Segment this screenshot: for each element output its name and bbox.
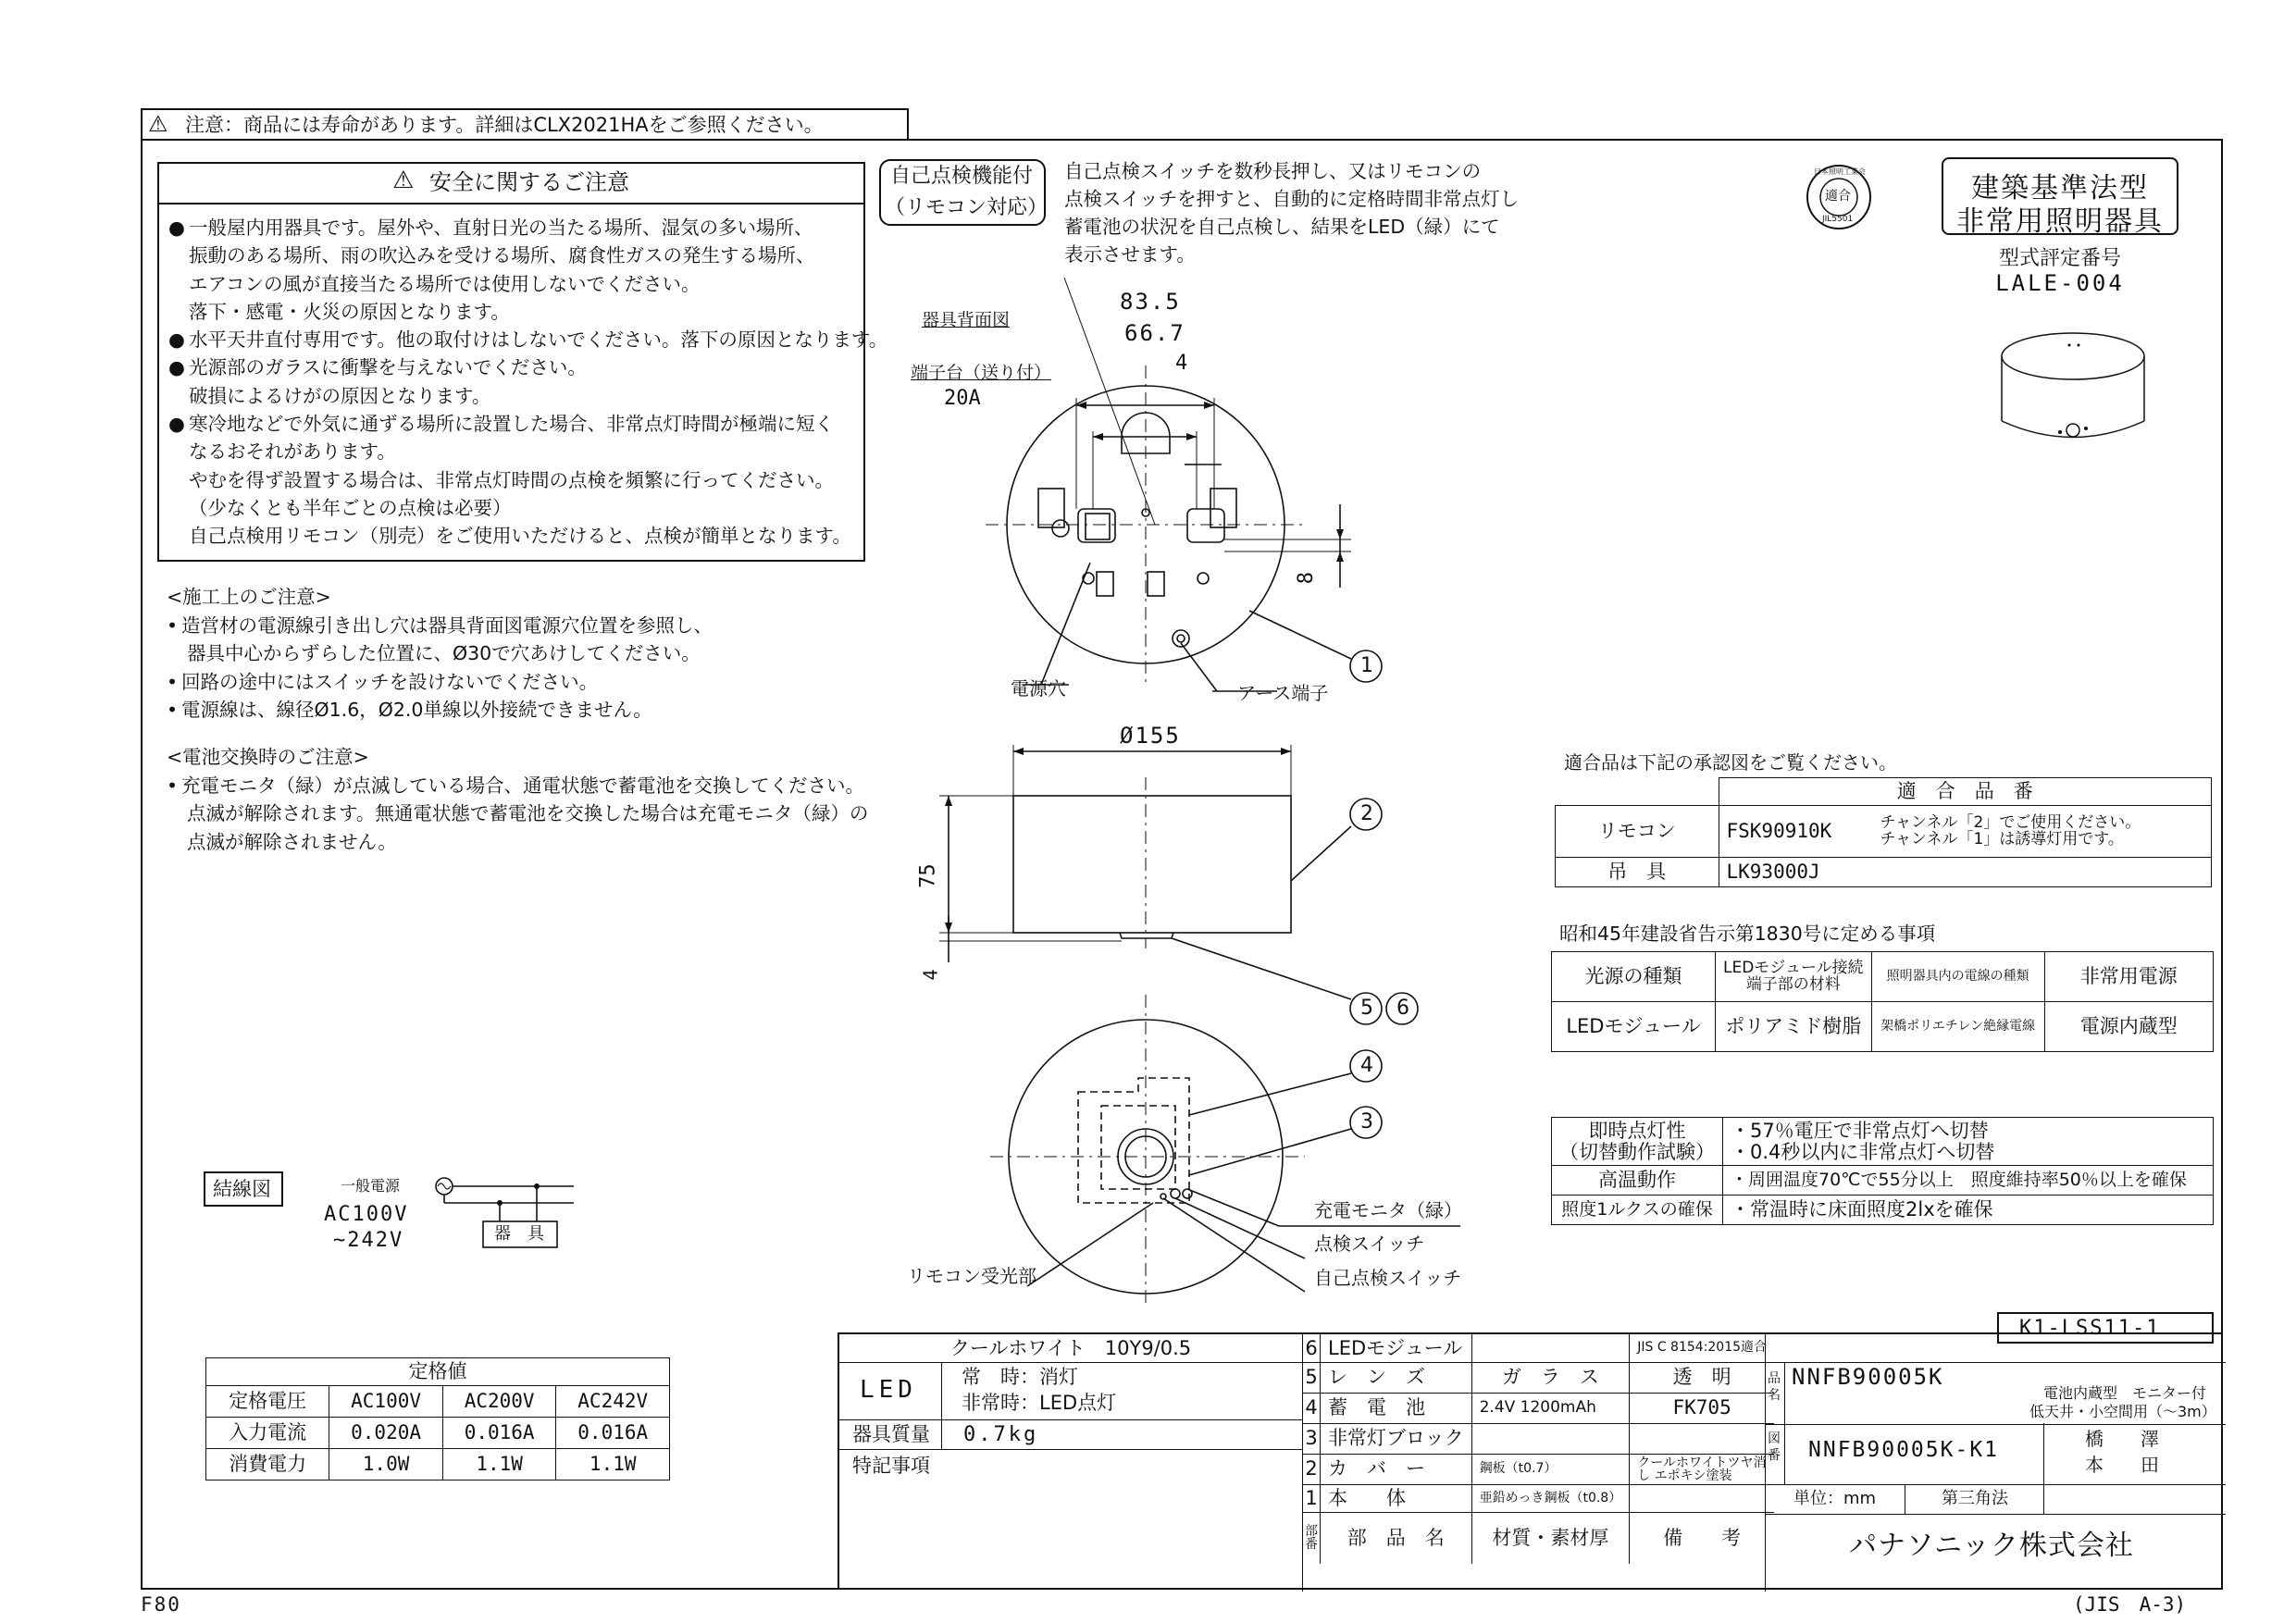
top-warning-text: 注意：商品には寿命があります。詳細はCLX2021HAをご参照ください。 bbox=[185, 114, 824, 136]
technical-drawing bbox=[879, 278, 1508, 1314]
self-check-line: 自己点検スイッチを数秒長押し、又はリモコンの bbox=[1064, 160, 1482, 182]
table-row bbox=[1552, 952, 2214, 1002]
table-row bbox=[206, 1418, 670, 1449]
seal-center: 適合 bbox=[1825, 189, 1851, 204]
construction-line: • 電源線は、線径Ø1.6，Ø2.0単線以外接続できません。 bbox=[167, 696, 713, 725]
showa-header: 照明器具内の電線の種類 bbox=[1871, 952, 2044, 1002]
spec-value bbox=[1723, 1118, 2214, 1166]
earth-terminal-label: アース端子 bbox=[1237, 682, 1329, 704]
mass-row bbox=[839, 1419, 1302, 1450]
self-check-badge-line1: 自己点検機能付 bbox=[890, 165, 1034, 188]
construction-line: • 造営材の電源線引き出し穴は器具背面図電源穴位置を参照し、 bbox=[167, 612, 713, 640]
self-check-switch-label: 自己点検スイッチ bbox=[1314, 1267, 1462, 1289]
safety-line: 破損によるけがの原因となります。 bbox=[189, 384, 491, 407]
part-name: カ バ ー bbox=[1321, 1454, 1472, 1484]
dim-8: 8 bbox=[1294, 572, 1318, 585]
ratings-cell: 1.1W bbox=[556, 1449, 670, 1481]
check-switch-label: 点検スイッチ bbox=[1314, 1233, 1425, 1255]
compat-note bbox=[1873, 806, 2212, 858]
power-hole-label: 電源穴 bbox=[1011, 677, 1066, 700]
showa-value: ポリアミド樹脂 bbox=[1716, 1002, 1872, 1052]
back-view-label: 器具背面図 bbox=[922, 310, 1011, 330]
part-material: 鋼板（t0.7） bbox=[1471, 1454, 1630, 1484]
terminal-amp: 20A bbox=[944, 387, 981, 410]
compat-value: FSK90910K bbox=[1719, 806, 1873, 858]
table-row bbox=[1552, 1166, 2214, 1196]
safety-title: 安全に関するご注意 bbox=[429, 169, 629, 195]
dim-83-5: 83.5 bbox=[1120, 289, 1181, 315]
projection-label: 第三角法 bbox=[1942, 1489, 2008, 1508]
construction-notes bbox=[167, 583, 713, 725]
notes-label: 特記事項 bbox=[852, 1455, 930, 1477]
hinmei-value: NNFB90005K bbox=[1792, 1364, 1944, 1390]
battery-title: <電池交換時のご注意> bbox=[167, 746, 369, 768]
part-name: 蓄 電 池 bbox=[1321, 1393, 1472, 1423]
product-desc-2: 低天井・小空間用（～3m） bbox=[2029, 1403, 2216, 1420]
wiring-label-box bbox=[204, 1171, 283, 1207]
top-warning-box bbox=[141, 108, 909, 141]
part-no: 3 bbox=[1303, 1423, 1321, 1454]
compat-value: LK93000J bbox=[1719, 858, 2212, 887]
compat-note-line: チャンネル「1」は誘導灯用です。 bbox=[1880, 829, 2124, 849]
signature-1: 橋 澤 bbox=[2085, 1428, 2159, 1450]
construction-line: 器具中心からずらした位置に、Ø30で穴あけしてください。 bbox=[187, 642, 701, 664]
table-row bbox=[1556, 806, 2212, 858]
part-no: 2 bbox=[1303, 1454, 1321, 1484]
callout-4: 4 bbox=[1360, 1054, 1373, 1077]
safety-line: 自己点検用リモコン（別売）をご使用いただけると、点検が簡単となります。 bbox=[189, 525, 851, 548]
ratings-cell: 0.016A bbox=[556, 1418, 670, 1449]
product-sketch bbox=[1999, 328, 2147, 449]
zuban-value: NNFB90005K-K1 bbox=[1808, 1438, 2000, 1462]
self-check-line: 蓄電池の状況を自己点検し、結果をLED（緑）にて bbox=[1064, 216, 1500, 238]
compat-intro: 適合品は下記の承認図をご覧ください。 bbox=[1564, 751, 1897, 774]
table-row bbox=[1303, 1484, 1774, 1512]
part-material bbox=[1471, 1423, 1630, 1454]
part-remark: FK705 bbox=[1630, 1393, 1774, 1423]
spec-value: ・常温時に床面照度2lxを確保 bbox=[1723, 1196, 2214, 1225]
wiring-source: 一般電源 bbox=[341, 1177, 401, 1195]
construction-line: • 回路の途中にはスイッチを設けないでください。 bbox=[167, 668, 713, 697]
dim-height-75: 75 bbox=[916, 863, 940, 888]
legal-type-line1: 建築基準法型 bbox=[1971, 172, 2149, 204]
compat-header: 適 合 品 番 bbox=[1719, 778, 2212, 806]
warning-icon: ⚠ bbox=[148, 111, 168, 137]
footer-left: F80 bbox=[141, 1593, 181, 1616]
callout-1: 1 bbox=[1360, 654, 1373, 677]
callout-5: 5 bbox=[1360, 997, 1373, 1020]
wiring-fixture: 器 具 bbox=[494, 1224, 544, 1244]
self-check-text bbox=[1064, 157, 1519, 268]
part-no: 6 bbox=[1303, 1334, 1321, 1362]
part-remark: 透 明 bbox=[1630, 1362, 1774, 1393]
dim-4: 4 bbox=[1175, 352, 1188, 375]
spec-key: 照度1ルクスの確保 bbox=[1552, 1196, 1723, 1225]
safety-box bbox=[157, 162, 888, 562]
showa-header-terminal bbox=[1716, 952, 1872, 1002]
spec-value-line: ・0.4秒以内に非常点灯へ切替 bbox=[1731, 1140, 1995, 1163]
table-row bbox=[1303, 1454, 1774, 1484]
parts-list bbox=[1302, 1334, 1766, 1592]
part-material bbox=[1471, 1334, 1630, 1362]
safety-line: やむを得ず設置する場合は、非常点灯時間の点検を頻繁に行ってください。 bbox=[189, 468, 834, 491]
battery-notes bbox=[167, 743, 868, 856]
unit-label: 単位：mm bbox=[1793, 1489, 1877, 1508]
safety-line: ● 一般屋内用器具です。屋外や、直射日光の当たる場所、湿気の多い場所、 bbox=[168, 214, 887, 242]
zuban-label: 図番 bbox=[1768, 1431, 1781, 1464]
ratings-cell: 1.0W bbox=[329, 1449, 443, 1481]
safety-title-row bbox=[159, 164, 863, 204]
legal-type-box bbox=[1942, 157, 2178, 238]
part-no: 1 bbox=[1303, 1484, 1321, 1512]
spec-key-line: （切替動作試験） bbox=[1559, 1140, 1715, 1163]
table-row bbox=[1303, 1393, 1774, 1423]
spec-key-line: 即時点灯性 bbox=[1588, 1120, 1686, 1143]
seal-top: 日本照明工業会 bbox=[1814, 167, 1866, 176]
ratings-cell: 1.1W bbox=[442, 1449, 556, 1481]
product-desc-1: 電池内蔵型 モニター付 bbox=[2043, 1384, 2207, 1402]
col-no: 部番 bbox=[1303, 1512, 1321, 1564]
ratings-header: AC200V bbox=[442, 1386, 556, 1418]
ratings-header: AC242V bbox=[556, 1386, 670, 1418]
table-row bbox=[1303, 1362, 1774, 1393]
spec-key bbox=[1552, 1118, 1723, 1166]
signature-2: 本 田 bbox=[2085, 1454, 2159, 1476]
wiring-label: 結線図 bbox=[213, 1178, 271, 1200]
footer-right: (JIS A-3) bbox=[2073, 1593, 2187, 1616]
rating-no-label: 型式評定番号 bbox=[1998, 247, 2121, 270]
seal-bottom: JIL5501 bbox=[1822, 215, 1854, 224]
showa-header: 光源の種類 bbox=[1552, 952, 1716, 1002]
showa-table bbox=[1551, 951, 2214, 1052]
rating-no-value: LALE-004 bbox=[1995, 270, 2125, 296]
wiring-voltage-2: ~242V bbox=[333, 1229, 404, 1252]
table-row bbox=[1303, 1334, 1774, 1362]
warning-icon: ⚠ bbox=[392, 167, 415, 194]
safety-line: ● 水平天井直付専用です。他の取付けはしないでください。落下の原因となります。 bbox=[168, 326, 887, 353]
compat-name: 吊 具 bbox=[1556, 858, 1719, 887]
table-row bbox=[1303, 1423, 1774, 1454]
callout-6: 6 bbox=[1396, 997, 1409, 1020]
hinmei-label: 品名 bbox=[1768, 1371, 1781, 1404]
battery-line: 点滅が解除されません。 bbox=[187, 830, 397, 853]
title-block bbox=[838, 1332, 2223, 1590]
normal-mode: 常 時：消灯 bbox=[962, 1366, 1078, 1388]
safety-line: なるおそれがあります。 bbox=[189, 440, 396, 464]
construction-title: <施工上のご注意> bbox=[167, 586, 331, 608]
part-name: 本 体 bbox=[1321, 1484, 1472, 1512]
ratings-table bbox=[205, 1357, 670, 1481]
dim-height-4: 4 bbox=[919, 969, 942, 981]
part-material: ガ ラ ス bbox=[1471, 1362, 1630, 1393]
table-row bbox=[1552, 1118, 2214, 1166]
part-remark: クールホワイトツヤ消し エポキシ塗装 bbox=[1630, 1454, 1774, 1484]
product-info bbox=[1765, 1334, 2226, 1592]
showa-header: 非常用電源 bbox=[2044, 952, 2213, 1002]
dim-diameter: Ø155 bbox=[1120, 723, 1181, 749]
safety-items bbox=[168, 214, 887, 551]
safety-line: （少なくとも半年ごとの点検は必要） bbox=[189, 496, 512, 519]
callout-2: 2 bbox=[1360, 802, 1373, 825]
self-check-line: 表示させます。 bbox=[1064, 243, 1196, 266]
spec-value-line: ・57％電圧で非常点灯へ切替 bbox=[1731, 1120, 1989, 1143]
charge-monitor-label: 充電モニタ（緑） bbox=[1314, 1199, 1462, 1221]
parts-table bbox=[1303, 1334, 1774, 1564]
battery-line: • 充電モニタ（緑）が点滅している場合、通電状態で蓄電池を交換してください。 bbox=[167, 772, 868, 800]
table-row bbox=[206, 1386, 670, 1418]
terminal-label: 端子台（送り付） bbox=[911, 363, 1052, 383]
spec-value: ・周囲温度70℃で55分以上 照度維持率50％以上を確保 bbox=[1723, 1166, 2214, 1196]
safety-line: 振動のある場所、雨の吹込みを受ける場所、腐食性ガスの発生する場所、 bbox=[189, 244, 815, 267]
compat-table bbox=[1555, 777, 2212, 887]
remote-receiver-label: リモコン受光部 bbox=[907, 1265, 1036, 1287]
part-name: LEDモジュール bbox=[1321, 1334, 1472, 1362]
table-row bbox=[1303, 1512, 1774, 1564]
col-material: 材質・素材厚 bbox=[1471, 1512, 1630, 1564]
self-check-badge-line2: （リモコン対応） bbox=[885, 196, 1049, 219]
col-remark: 備 考 bbox=[1630, 1512, 1774, 1564]
part-material: 2.4V 1200mAh bbox=[1471, 1393, 1630, 1423]
ratings-cell: 0.016A bbox=[442, 1418, 556, 1449]
safety-line: ● 光源部のガラスに衝撃を与えないでください。 bbox=[168, 353, 887, 381]
part-no: 4 bbox=[1303, 1393, 1321, 1423]
part-material: 亜鉛めっき鋼板（t0.8） bbox=[1471, 1484, 1630, 1512]
certification-seal bbox=[1805, 163, 1873, 231]
ratings-cell: 消費電力 bbox=[206, 1449, 329, 1481]
part-name: レ ン ズ bbox=[1321, 1362, 1472, 1393]
ratings-header: AC100V bbox=[329, 1386, 443, 1418]
safety-line: 落下・感電・火災の原因となります。 bbox=[189, 300, 510, 323]
table-row bbox=[206, 1449, 670, 1481]
battery-line: 点滅が解除されます。無通電状態で蓄電池を交換した場合は充電モニタ（緑）の bbox=[187, 802, 869, 824]
showa-value: 架橋ポリエチレン絶縁電線 bbox=[1871, 1002, 2044, 1052]
compat-name: リモコン bbox=[1556, 806, 1719, 858]
doc-code: K1-LSS11-1 bbox=[2019, 1317, 2161, 1340]
compat-note-line: チャンネル「2」でご使用ください。 bbox=[1880, 812, 2141, 832]
part-remark bbox=[1630, 1423, 1774, 1454]
led-row bbox=[839, 1362, 1302, 1420]
showa-value: LEDモジュール bbox=[1552, 1002, 1716, 1052]
showa-title: 昭和45年建設省告示第1830号に定める事項 bbox=[1559, 923, 1936, 945]
led-label: LED bbox=[860, 1376, 917, 1404]
specs-table bbox=[1551, 1117, 2214, 1225]
table-row bbox=[1552, 1196, 2214, 1225]
col-name: 部 品 名 bbox=[1321, 1512, 1472, 1564]
emergency-mode: 非常時：LED点灯 bbox=[962, 1392, 1117, 1414]
part-remark bbox=[1630, 1484, 1774, 1512]
ratings-cell: 入力電流 bbox=[206, 1418, 329, 1449]
self-check-line: 点検スイッチを押すと、自動的に定格時間非常点灯し bbox=[1064, 188, 1520, 210]
safety-line: ● 寒冷地などで外気に通ずる場所に設置した場合、非常点灯時間が極端に短く bbox=[168, 410, 887, 438]
dim-66-7: 66.7 bbox=[1124, 320, 1185, 346]
part-jis: JIS C 8154:2015適合 bbox=[1630, 1334, 1774, 1362]
ratings-title: 定格値 bbox=[206, 1358, 670, 1386]
part-name: 非常灯ブロック bbox=[1321, 1423, 1472, 1454]
self-check-badge bbox=[879, 159, 1049, 226]
wiring-voltage-1: AC100V bbox=[324, 1203, 409, 1226]
mass-label: 器具質量 bbox=[852, 1423, 930, 1445]
table-row bbox=[1552, 1002, 2214, 1052]
company-name: パナソニック株式会社 bbox=[1849, 1530, 2134, 1562]
mass-value: 0.7kg bbox=[963, 1423, 1039, 1446]
showa-value: 電源内蔵型 bbox=[2044, 1002, 2213, 1052]
callout-3: 3 bbox=[1360, 1110, 1373, 1134]
legal-type-line2: 非常用照明器具 bbox=[1956, 205, 2164, 238]
ratings-cell: 0.020A bbox=[329, 1418, 443, 1449]
color-spec: クールホワイト 10Y9/0.5 bbox=[839, 1334, 1302, 1363]
showa-header-line: LEDモジュール接続 bbox=[1723, 958, 1864, 977]
safety-line: エアコンの風が直接当たる場所では使用しないでください。 bbox=[189, 272, 701, 295]
showa-header-line: 端子部の材料 bbox=[1745, 974, 1841, 994]
spec-key: 高温動作 bbox=[1552, 1166, 1723, 1196]
ratings-header: 定格電圧 bbox=[206, 1386, 329, 1418]
table-row bbox=[1556, 858, 2212, 887]
part-no: 5 bbox=[1303, 1362, 1321, 1393]
